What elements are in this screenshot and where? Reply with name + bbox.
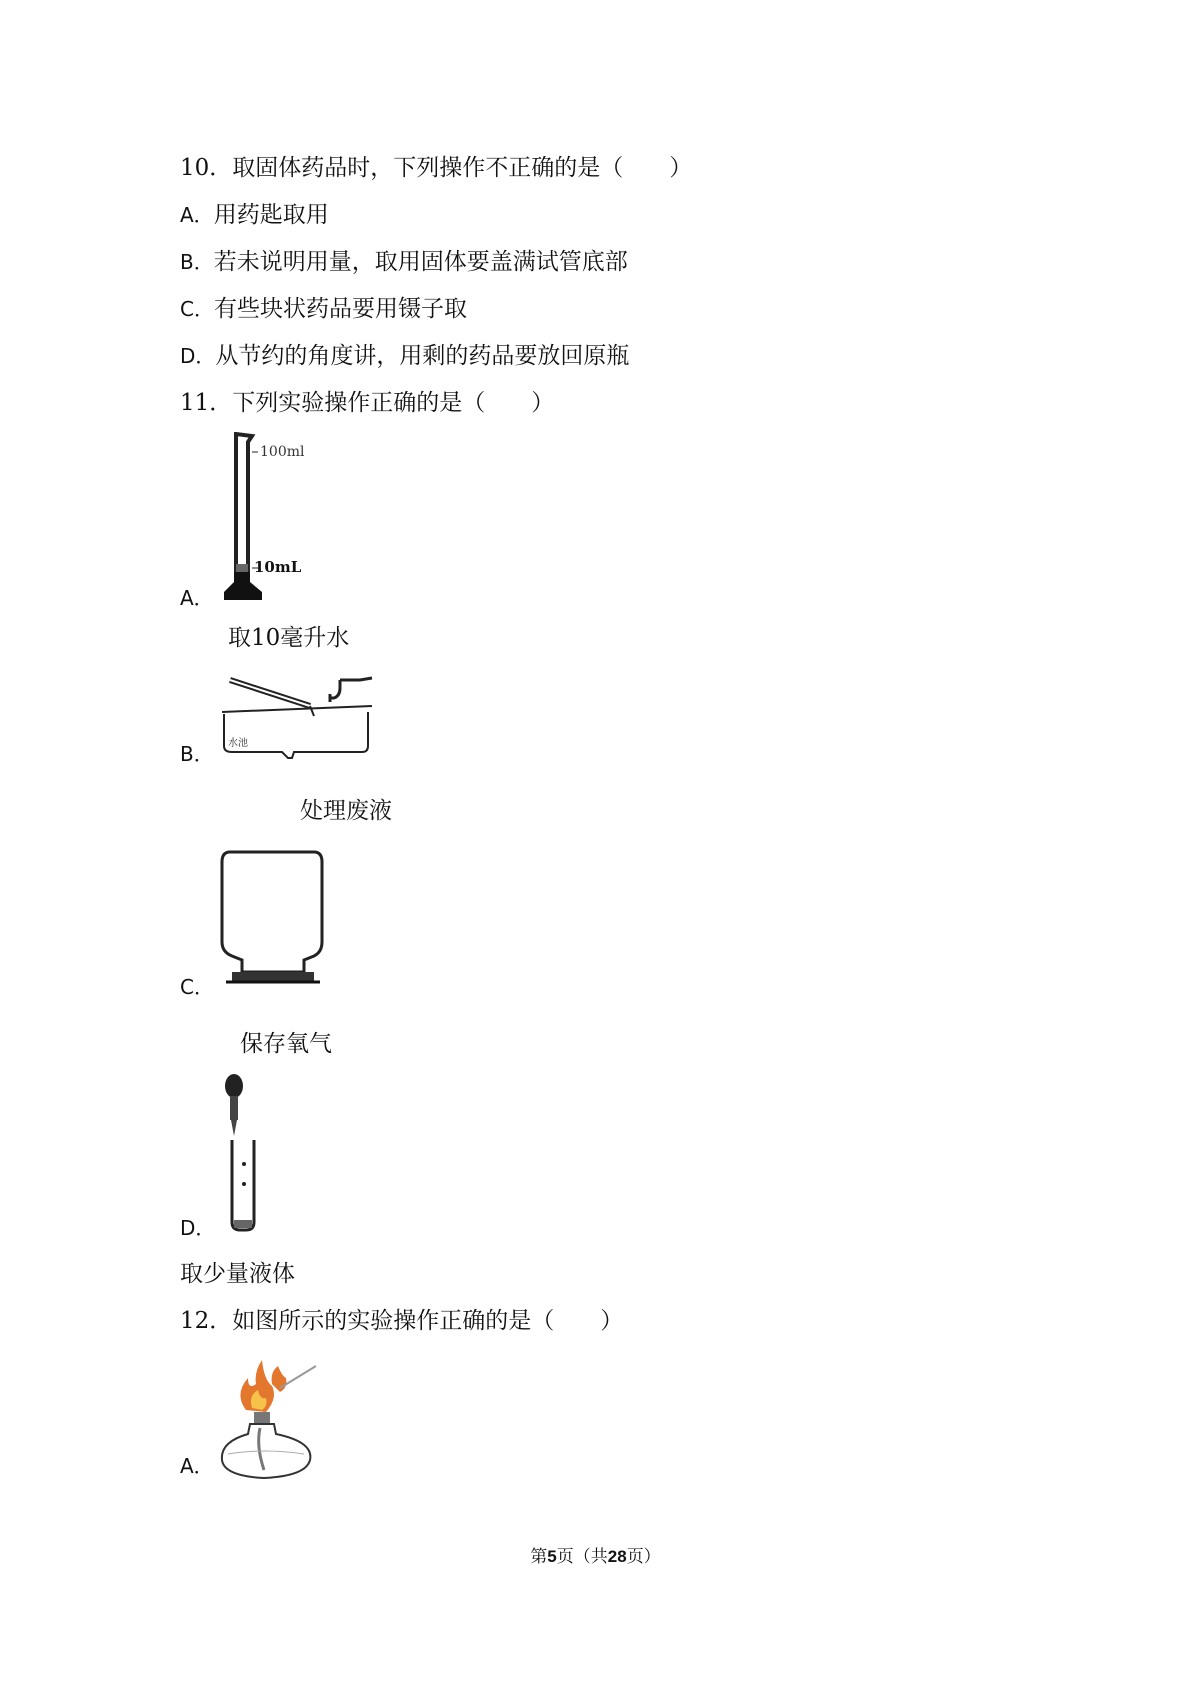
option-label: A． [180, 586, 214, 610]
option-label: C． [180, 975, 214, 999]
q10-option-c [180, 295, 467, 323]
q11-option-c-label [180, 973, 214, 1001]
option-label: D． [180, 1216, 216, 1240]
q10-option-d [180, 342, 629, 370]
q10-stem: 10．取固体药品时，下列操作不正确的是（ ） [180, 155, 693, 181]
footer-suffix: 页） [626, 1547, 661, 1567]
gas-bottle-figure [218, 848, 328, 988]
q12-option-a-label [180, 1452, 214, 1480]
footer-page-number: 5 [547, 1547, 557, 1566]
option-label: C． [180, 297, 214, 321]
option-label: D． [180, 344, 216, 368]
q11-option-c-caption: 保存氧气 [240, 1031, 332, 1057]
option-text: 从节约的角度讲，用剩的药品要放回原瓶 [215, 343, 630, 369]
graduated-cylinder-figure [222, 432, 342, 604]
option-text: 用药匙取用 [213, 202, 329, 228]
footer-prefix: 第 [530, 1547, 548, 1567]
option-label: A． [180, 203, 214, 227]
option-label: A． [180, 1454, 214, 1478]
cylinder-top-mark: 100ml [260, 444, 305, 460]
footer-middle: 页（共 [556, 1547, 608, 1567]
page-footer [0, 1546, 1191, 1568]
option-label: B． [180, 742, 214, 766]
q11-option-b-caption: 处理废液 [300, 798, 392, 824]
q12-stem: 12．如图所示的实验操作正确的是（ ） [180, 1308, 624, 1334]
q11-stem: 11．下列实验操作正确的是（ ） [180, 390, 555, 416]
q10-option-a [180, 201, 329, 229]
option-text: 有些块状药品要用镊子取 [213, 296, 467, 322]
option-text: 若未说明用量，取用固体要盖满试管底部 [213, 249, 628, 275]
option-label: B． [180, 250, 214, 274]
waste-disposal-figure [222, 676, 392, 760]
q11-option-b-label [180, 740, 214, 768]
q11-option-a-caption: 取10毫升水 [228, 625, 350, 651]
q10-option-b [180, 248, 628, 276]
q11-option-a-label [180, 584, 214, 612]
dropper-tube-figure [218, 1072, 278, 1232]
footer-total-pages: 28 [607, 1547, 627, 1566]
sink-label: 水池 [228, 738, 248, 749]
cylinder-bottom-mark: 10mL [254, 558, 302, 576]
q11-option-d-caption: 取少量液体 [180, 1261, 295, 1287]
alcohol-lamp-figure [218, 1350, 328, 1490]
q11-option-d-label [180, 1214, 215, 1242]
